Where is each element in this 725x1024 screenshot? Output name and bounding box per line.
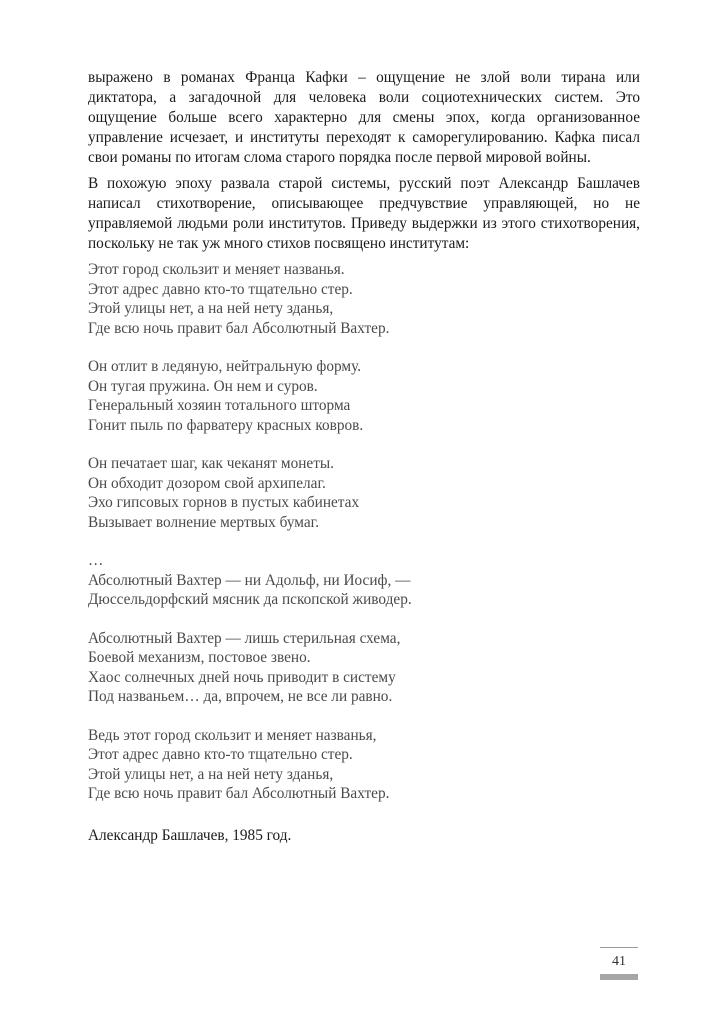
poem-line: Где всю ночь правит бал Абсолютный Вахтер.	[88, 319, 390, 337]
page-number: 41	[612, 954, 626, 969]
page-number-block	[600, 947, 638, 980]
poem-stanza	[88, 454, 640, 532]
paragraph-bashlachev-intro: В похожую эпоху развала старой системы, русский поэт Александр Башлачев написал стихотворение, описывающее предчувствие управляющей, но не управляемой людьми роли институтов. Приведу выдержки из этого стихотворения, поскольку не так уж много стихов посвящено институтам:	[88, 175, 640, 252]
paragraph-kafka: выражено в романах Франца Кафки – ощущение не злой воли тирана или диктатора, а загадочной для человека воли социотехнических систем. Это ощущение больше всего характерно для смены эпох, когда организованное управление исчезает, и институты переходят к саморегулированию. Кафка писал свои романы по итогам слома старого порядка после первой мировой войны.	[88, 69, 640, 166]
poem-stanza	[88, 357, 640, 435]
poem-line: Где всю ночь правит бал Абсолютный Вахтер.	[88, 785, 390, 802]
poem-line: Абсолютный Вахтер — лишь стерильная схема,	[88, 629, 401, 647]
poem-line: Гонит пыль по фарватеру красных ковров.	[88, 416, 364, 434]
page-number-rule	[600, 947, 638, 948]
poem-line: Он тугая пружина. Он нем и суров.	[88, 377, 318, 395]
poem-line: Этот адрес давно кто-то тщательно стер.	[88, 746, 353, 763]
poem-stanza	[88, 629, 640, 707]
poem	[88, 260, 640, 804]
poem-line: Вызывает волнение мертвых бумаг.	[88, 513, 320, 531]
poem-line: Этот адрес давно кто-то тщательно стер.	[88, 280, 353, 298]
poem-stanza	[88, 551, 640, 610]
poem-line: Под названьем… да, впрочем, не все ли равно.	[88, 688, 393, 705]
poem-line: Дюссельдорфский мясник да пскопской живодер.	[88, 591, 412, 608]
page-number-bar	[600, 974, 638, 980]
poem-line: Он обходит дозором свой архипелаг.	[88, 474, 326, 492]
poem-line: Он печатает шаг, как чеканят монеты.	[88, 455, 335, 472]
poem-stanza	[88, 260, 640, 338]
poem-line: Этой улицы нет, а на ней нету зданья,	[88, 300, 334, 317]
poem-line: Абсолютный Вахтер — ни Адольф, ни Иосиф, —	[88, 571, 411, 589]
poem-stanza	[88, 726, 640, 804]
poem-signature: Александр Башлачев, 1985 год.	[88, 826, 292, 844]
poem-line: Этой улицы нет, а на ней нету зданья,	[88, 765, 334, 783]
poem-line: Ведь этот город скользит и меняет названья,	[88, 726, 377, 744]
page-body	[88, 68, 640, 846]
poem-line: Он отлит в ледяную, нейтральную форму.	[88, 358, 362, 375]
poem-line: Хаос солнечных дней ночь приводит в систему	[88, 668, 396, 686]
poem-line: Эхо гипсовых горнов в пустых кабинетах	[88, 494, 360, 511]
poem-line: Этот город скользит и меняет названья.	[88, 261, 345, 278]
poem-ellipsis: …	[88, 552, 104, 569]
poem-line: Боевой механизм, постовое звено.	[88, 649, 311, 666]
poem-line: Генеральный хозяин тотального шторма	[88, 397, 351, 414]
